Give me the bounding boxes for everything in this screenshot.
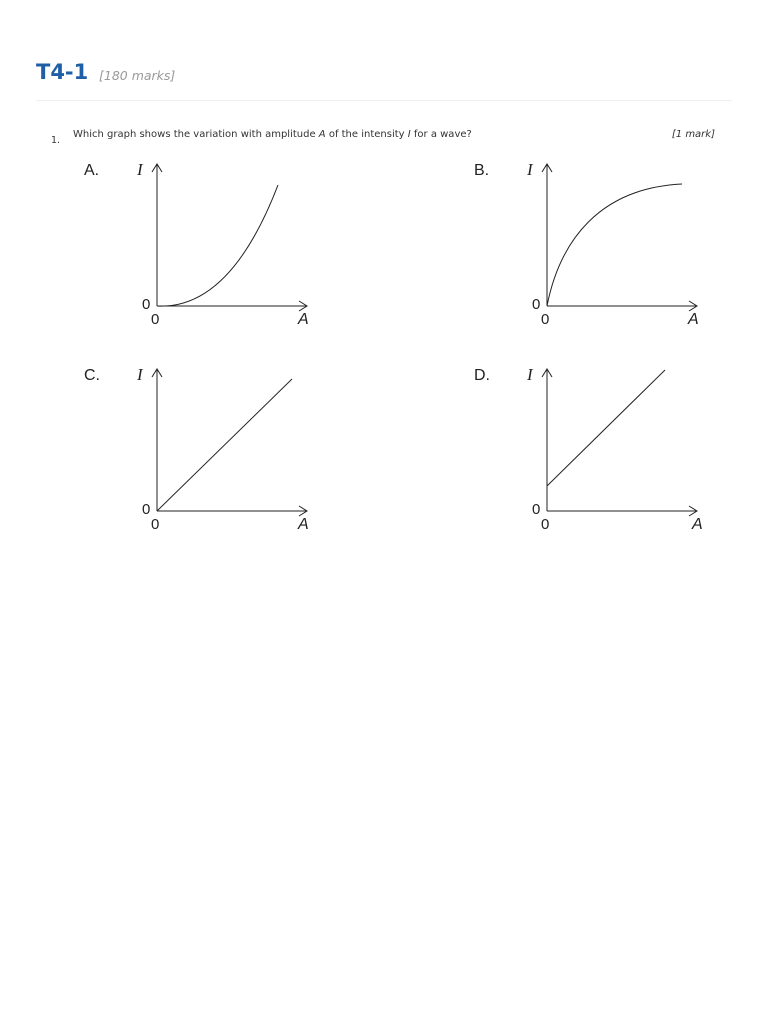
y-origin-label: 0: [142, 296, 151, 313]
x-origin-label: 0: [151, 311, 160, 328]
x-origin-label: 0: [541, 311, 550, 328]
option-letter: A.: [84, 162, 100, 179]
question-text: [73, 129, 472, 140]
x-origin-label: 0: [541, 516, 550, 533]
option-a-svg: [80, 150, 330, 335]
question-text-part: for a wave?: [410, 129, 472, 140]
x-axis-label: A: [298, 311, 309, 328]
y-origin-label: 0: [532, 296, 541, 313]
page-header: [36, 58, 732, 101]
question-text-part: Which graph shows the variation with amplitude: [73, 129, 319, 140]
y-origin-label: 0: [532, 501, 541, 518]
question-number: 1.: [51, 135, 61, 146]
total-marks: [180 marks]: [99, 68, 176, 83]
page-title: T4-1: [36, 60, 89, 84]
option-d-svg: [470, 355, 720, 540]
line-with-intercept: [547, 370, 665, 486]
option-c-svg: [80, 355, 330, 540]
question-var-amplitude: A: [318, 129, 326, 140]
y-axis-label: I: [137, 365, 143, 384]
question-mark: [1 mark]: [671, 129, 715, 140]
line-through-origin: [157, 379, 292, 511]
x-axis-label: A: [692, 516, 703, 533]
option-b-svg: [470, 150, 720, 335]
y-axis-label: I: [527, 365, 533, 384]
curve-concave-down: [547, 184, 682, 306]
option-c-graph[interactable]: [80, 355, 330, 540]
option-d-graph[interactable]: [470, 355, 720, 540]
curve-quadratic: [157, 185, 278, 306]
option-letter: B.: [474, 162, 490, 179]
y-axis-label: I: [137, 160, 143, 179]
option-a-graph[interactable]: [80, 150, 330, 335]
question-text-part: of the intensity: [325, 129, 408, 140]
option-letter: C.: [84, 367, 100, 384]
x-axis-label: A: [688, 311, 699, 328]
option-letter: D.: [474, 367, 490, 384]
y-axis-label: I: [527, 160, 533, 179]
x-axis-label: A: [298, 516, 309, 533]
question-var-intensity: I: [407, 129, 411, 140]
x-origin-label: 0: [151, 516, 160, 533]
option-b-graph[interactable]: [470, 150, 720, 335]
y-origin-label: 0: [142, 501, 151, 518]
